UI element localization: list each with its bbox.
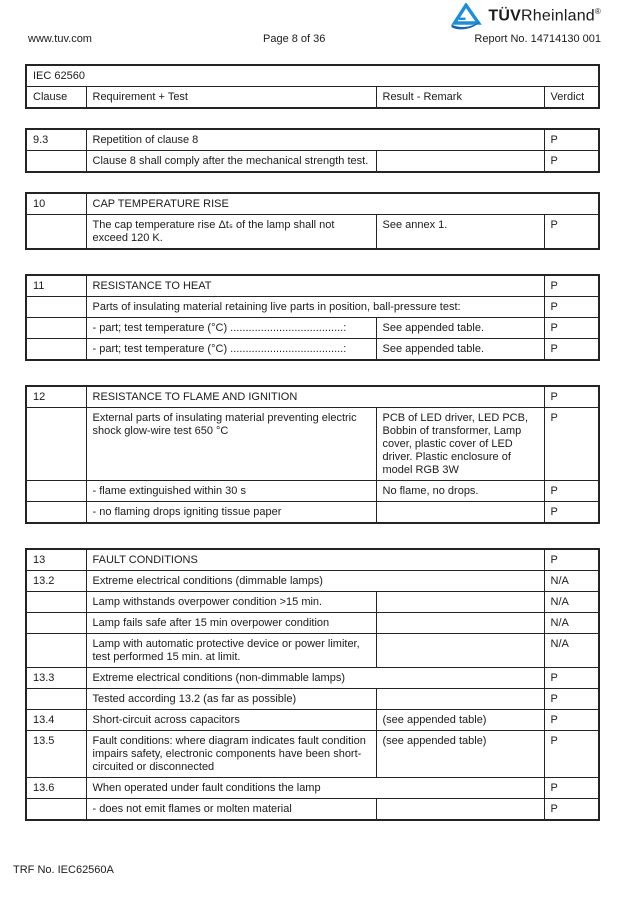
col-header-requirement: Requirement + Test [86,87,376,109]
site-url: www.tuv.com [28,33,92,45]
clause-cell: 11 [26,275,86,297]
requirement-cell: Lamp with automatic protective device or power limiter, test performed 15 min. at limit. [86,634,376,668]
verdict-cell: P [544,731,599,778]
clause-cell [26,634,86,668]
clause-cell: 13.6 [26,778,86,799]
clause-cell: 13.2 [26,571,86,592]
clause-cell: 13 [26,549,86,571]
verdict-cell: P [544,215,599,250]
result-cell: PCB of LED driver, LED PCB, Bobbin of transformer, Lamp cover, plastic cover of LED driver. Plastic enclosure of model RGB 3W [376,408,544,481]
result-cell: (see appended table) [376,710,544,731]
requirement-cell: - part; test temperature (°C) .....................................: [86,318,376,339]
verdict-table-clause-9-3 [25,128,600,173]
requirement-cell: - flame extinguished within 30 s [86,481,376,502]
result-cell: See appended table. [376,339,544,361]
page-indicator: Page 8 of 36 [263,33,326,45]
clause-sections [0,128,625,821]
logo-text-rheinland: Rheinland [521,7,595,25]
report-body [0,60,625,821]
clause-cell [26,408,86,481]
requirement-cell: Short-circuit across capacitors [86,710,376,731]
table-row [26,799,599,821]
verdict-cell: P [544,502,599,524]
table-row [26,571,599,592]
logo-wordmark [488,7,601,25]
requirement-cell: - does not emit flames or molten material [86,799,376,821]
requirement-cell: Extreme electrical conditions (non-dimmable lamps) [86,668,544,689]
verdict-cell: P [544,481,599,502]
result-cell [376,592,544,613]
requirement-cell: Clause 8 shall comply after the mechanical strength test. [86,151,376,173]
requirement-cell: Lamp fails safe after 15 min overpower condition [86,613,376,634]
registered-trademark-mark: ® [594,7,601,17]
requirement-cell: Fault conditions: where diagram indicates fault condition impairs safety, electronic components have been short-circuited or disconnected [86,731,376,778]
result-cell [376,689,544,710]
verdict-cell: P [544,799,599,821]
verdict-table-clause-11 [25,274,600,361]
table-row [26,689,599,710]
table-row [26,778,599,799]
verdict-table-clause-12 [25,385,600,524]
verdict-cell: P [544,689,599,710]
requirement-cell: Repetition of clause 8 [86,129,544,151]
requirement-cell: CAP TEMPERATURE RISE [86,193,599,215]
requirement-cell: RESISTANCE TO FLAME AND IGNITION [86,386,544,408]
clause-cell [26,297,86,318]
requirement-cell: Extreme electrical conditions (dimmable lamps) [86,571,544,592]
verdict-cell: P [544,408,599,481]
col-header-clause: Clause [26,87,86,109]
verdict-cell: P [544,549,599,571]
requirement-cell: The cap temperature rise Δtₛ of the lamp shall not exceed 120 K. [86,215,376,250]
standard-title: IEC 62560 [26,65,599,87]
result-cell [376,634,544,668]
table-row [26,731,599,778]
verdict-cell: P [544,339,599,361]
trf-number: TRF No. IEC62560A [13,864,114,876]
column-header-row [26,87,599,109]
table-row [26,275,599,297]
table-row [26,408,599,481]
col-header-result: Result - Remark [376,87,544,109]
clause-cell [26,215,86,250]
result-cell: (see appended table) [376,731,544,778]
verdict-cell: N/A [544,592,599,613]
col-header-verdict: Verdict [544,87,599,109]
table-row [26,710,599,731]
table-row [26,549,599,571]
clause-cell [26,689,86,710]
verdict-cell: P [544,318,599,339]
page-header [0,0,625,60]
requirement-cell: - part; test temperature (°C) .....................................: [86,339,376,361]
clause-cell [26,502,86,524]
table-row [26,502,599,524]
standard-title-row [26,65,599,87]
verdict-cell: P [544,129,599,151]
table-row [26,339,599,361]
result-cell [376,151,544,173]
requirement-cell: Parts of insulating material retaining live parts in position, ball-pressure test: [86,297,544,318]
requirement-cell: - no flaming drops igniting tissue paper [86,502,376,524]
table-row [26,634,599,668]
result-cell [376,799,544,821]
clause-cell [26,481,86,502]
clause-cell: 13.4 [26,710,86,731]
clause-cell: 13.5 [26,731,86,778]
verdict-table-clause-13 [25,548,600,821]
result-cell [376,502,544,524]
result-cell: See appended table. [376,318,544,339]
standard-header-table [25,64,600,109]
verdict-cell: P [544,386,599,408]
table-row [26,215,599,250]
result-cell: See annex 1. [376,215,544,250]
clause-cell [26,339,86,361]
clause-cell [26,592,86,613]
report-number: Report No. 14714130 001 [474,33,601,45]
table-row [26,386,599,408]
requirement-cell: FAULT CONDITIONS [86,549,544,571]
verdict-cell: P [544,151,599,173]
result-cell: No flame, no drops. [376,481,544,502]
table-row [26,592,599,613]
table-row [26,193,599,215]
requirement-cell: Lamp withstands overpower condition >15 min. [86,592,376,613]
table-row [26,668,599,689]
tuv-triangle-icon [450,3,482,30]
table-row [26,481,599,502]
table-row [26,129,599,151]
table-row [26,151,599,173]
logo-text-tuv: TÜV [488,7,522,25]
clause-cell [26,151,86,173]
clause-cell: 13.3 [26,668,86,689]
verdict-table-clause-10 [25,192,600,250]
clause-cell: 12 [26,386,86,408]
table-row [26,613,599,634]
clause-cell [26,318,86,339]
clause-cell [26,799,86,821]
table-row [26,297,599,318]
verdict-cell: P [544,710,599,731]
clause-cell: 10 [26,193,86,215]
verdict-cell: P [544,668,599,689]
requirement-cell: Tested according 13.2 (as far as possible) [86,689,376,710]
requirement-cell: When operated under fault conditions the lamp [86,778,544,799]
verdict-cell: P [544,778,599,799]
verdict-cell: N/A [544,571,599,592]
verdict-cell: P [544,297,599,318]
clause-cell [26,613,86,634]
verdict-cell: N/A [544,613,599,634]
verdict-cell: P [544,275,599,297]
clause-cell: 9.3 [26,129,86,151]
table-row [26,318,599,339]
verdict-cell: N/A [544,634,599,668]
requirement-cell: RESISTANCE TO HEAT [86,275,544,297]
requirement-cell: External parts of insulating material preventing electric shock glow-wire test 650 °C [86,408,376,481]
result-cell [376,613,544,634]
tuv-rheinland-logo [450,3,601,30]
